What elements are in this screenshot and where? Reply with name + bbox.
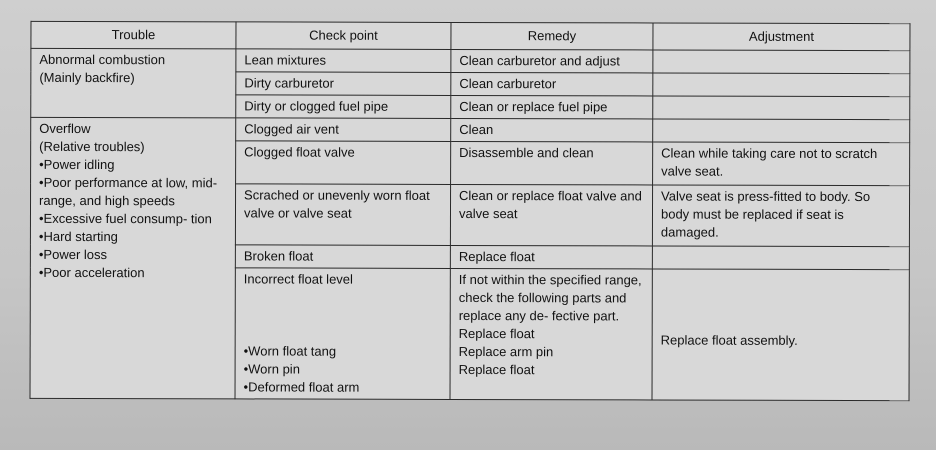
check-cell: Scrached or unevenly worn float valve or valve seat [235,184,450,246]
trouble-item: • Poor acceleration [39,264,227,282]
remedy-text: If not within the specified range, check the following parts and replace any de- fective part. [458,271,642,324]
check-cell: Dirty carburetor [236,72,451,96]
adjust-cell-float-level [652,269,909,401]
trouble-cell-overflow [30,117,236,399]
adjust-cell: Valve seat is press-fitted to body. So body must be replaced if seat is damaged. [652,185,909,247]
adjust-cell [653,119,910,143]
table-row [31,117,910,142]
remedy-cell: Clean or replace float valve and valve seat [450,184,652,246]
trouble-item: • Hard starting [39,228,227,246]
header-check-point: Check point [236,22,451,50]
header-row [31,21,910,50]
sub-check: • Worn pin [244,360,442,379]
remedy-cell: Disassemble and clean [451,141,653,185]
sub-remedy: Replace float [458,325,535,342]
header-adjustment: Adjustment [653,23,910,51]
remedy-cell: Clean carburetor and adjust [451,49,653,73]
remedy-cell: Clean carburetor [451,72,653,96]
check-cell-float-level [235,268,450,400]
sub-remedy: Replace float [458,361,535,378]
check-cell: Broken float [235,245,450,269]
adjust-cell [653,96,910,120]
adjust-cell [653,73,910,97]
check-cell: Lean mixtures [236,49,451,73]
check-cell: Dirty or clogged fuel pipe [236,95,451,119]
trouble-subtitle: (Relative troubles) [39,138,145,155]
adjust-text: Replace float assembly. [660,332,798,348]
trouble-item: • Power idling [39,156,227,174]
header-remedy: Remedy [451,22,653,50]
trouble-item: • Excessive fuel consump- tion [39,210,227,228]
adjust-cell: Clean while taking care not to scratch valve seat. [653,142,910,186]
remedy-cell-float-level [450,268,652,400]
trouble-item: • Power loss [39,246,227,264]
adjust-cell [652,246,909,270]
check-cell: Clogged float valve [236,141,451,185]
trouble-cell-abnormal-combustion [31,48,236,118]
check-text: Incorrect float level [243,271,353,287]
trouble-table [30,21,911,401]
sub-check: • Deformed float arm [244,378,442,397]
adjust-cell [653,50,910,74]
remedy-cell: Clean [451,118,653,142]
trouble-line: Abnormal combustion [39,51,166,68]
remedy-cell: Clean or replace fuel pipe [451,95,653,119]
remedy-cell: Replace float [450,245,652,269]
trouble-title: Overflow [39,120,91,137]
trouble-line: (Mainly backfire) [39,69,135,86]
header-trouble: Trouble [31,21,236,49]
trouble-item: • Poor performance at low, mid-range, and high speeds [39,174,227,210]
sub-remedy: Replace arm pin [458,343,554,360]
sub-check: • Worn float tang [244,342,442,361]
check-cell: Clogged air vent [236,118,451,142]
table-row [31,48,910,73]
